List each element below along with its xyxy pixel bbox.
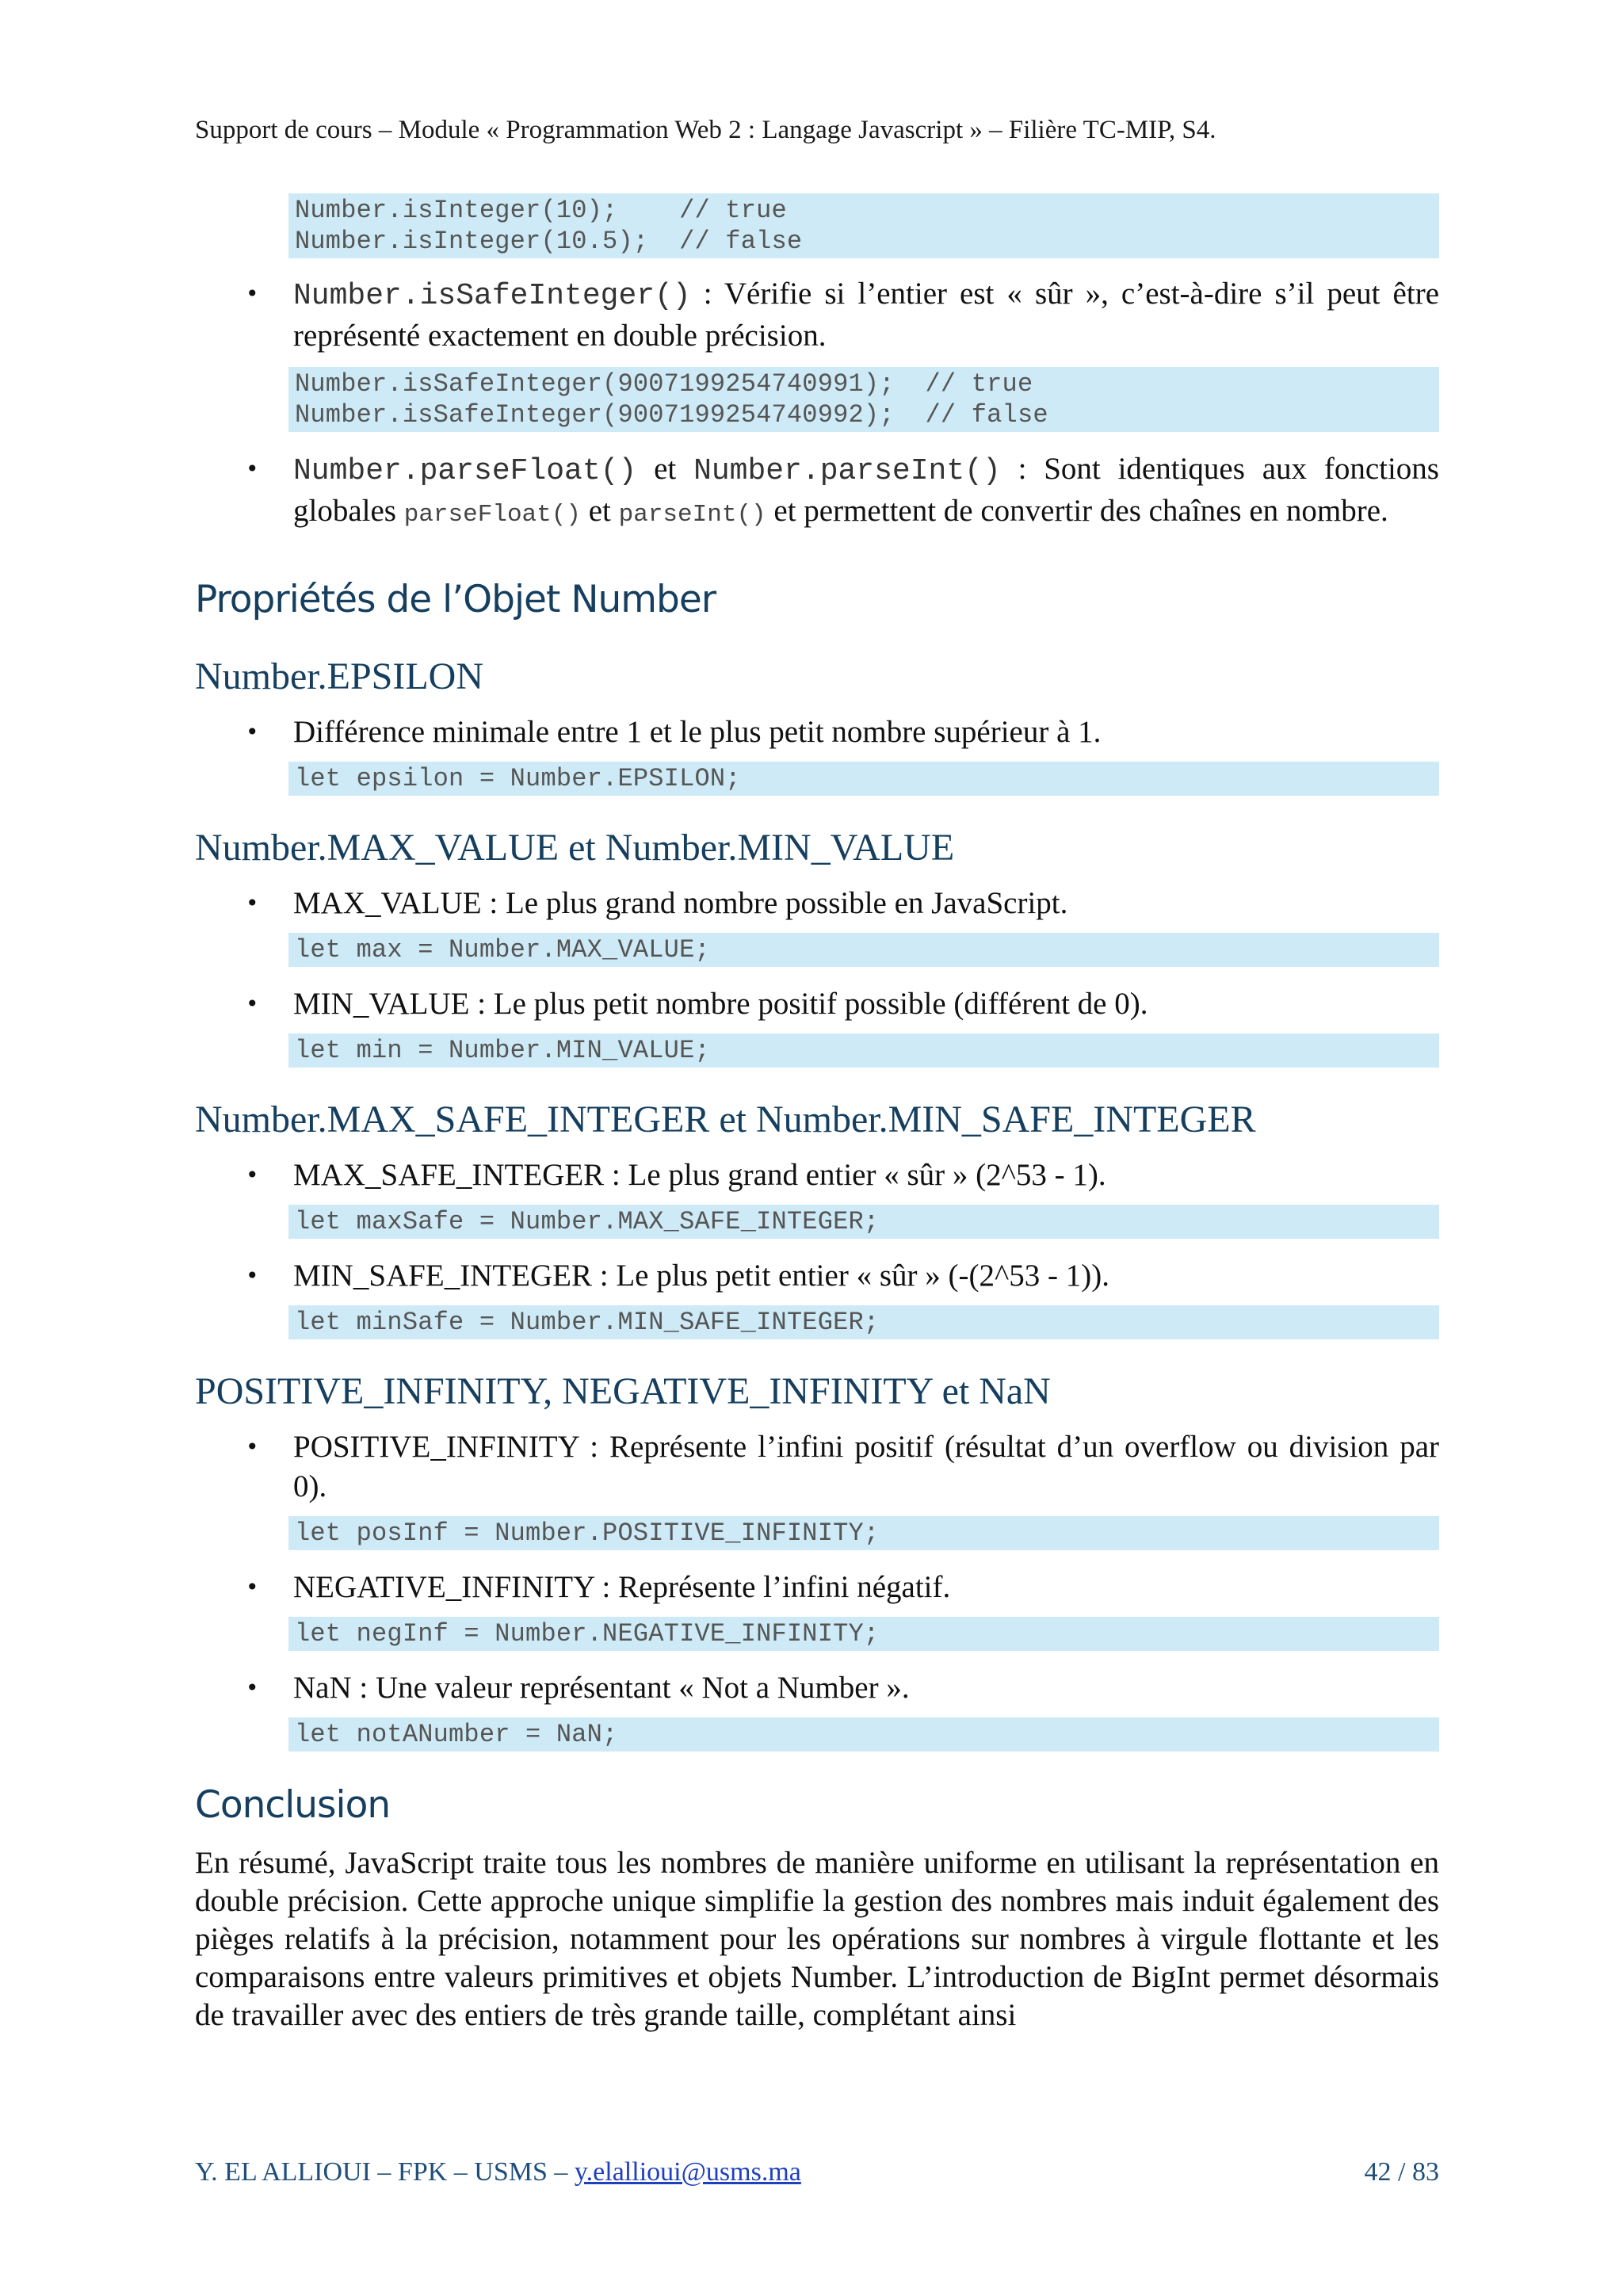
bullet-text: NEGATIVE_INFINITY : Représente l’infini négatif. (293, 1570, 951, 1604)
code-block-max-value (288, 933, 1439, 967)
bullet-nan (195, 1668, 1439, 1708)
bullet-text: MIN_VALUE : Le plus petit nombre positif possible (différent de 0). (293, 987, 1148, 1021)
bullet-min-safe (195, 1256, 1439, 1296)
code-line: Number.isSafeInteger(9007199254740991); // true (295, 369, 1033, 399)
inline-code: Number.isSafeInteger() (293, 279, 691, 313)
bullet-text: et (636, 452, 694, 486)
section-title: Conclusion (195, 1783, 391, 1827)
page-header: Support de cours – Module « Programmation Web 2 : Langage Javascript » – Filière TC-MIP, S4. (195, 116, 1216, 144)
subsection-title: Number.EPSILON (195, 655, 483, 697)
code-line: let maxSafe = Number.MAX_SAFE_INTEGER; (295, 1207, 880, 1236)
bullet-text: MIN_SAFE_INTEGER : Le plus petit entier « sûr » (-(2^53 - 1)). (293, 1259, 1109, 1293)
code-block-min-value (288, 1033, 1439, 1068)
conclusion-paragraph: En résumé, JavaScript traite tous les nombres de manière uniforme en utilisant la représentation en double précision. Cette approche unique simplifie la gestion des nombres mais induit également des pièges relatifs à la précision, notamment pour les opérations sur nombres à virgule flottante et les comparaisons entre valeurs primitives et objets Number. L’introduction de BigInt permet désormais de travailler avec des entiers de très grande taille, complétant ainsi (195, 1846, 1439, 2032)
inline-code: Number.parseInt() (693, 454, 1001, 488)
code-line: let notANumber = NaN; (295, 1720, 618, 1749)
inline-code: parseInt() (618, 501, 766, 529)
bullet-text: et (580, 494, 619, 528)
code-line: Number.isInteger(10); // true (295, 196, 787, 225)
subsection-title: POSITIVE_INFINITY, NEGATIVE_INFINITY et NaN (195, 1370, 1051, 1412)
bullet-negative-infinity (195, 1568, 1439, 1607)
code-line: let posInf = Number.POSITIVE_INFINITY; (295, 1519, 880, 1548)
code-block-nan (288, 1717, 1439, 1752)
code-block-isinteger (288, 193, 1439, 258)
bullet-text: NaN : Une valeur représentant « Not a Number ». (293, 1671, 910, 1705)
bullet-text: MAX_VALUE : Le plus grand nombre possible en JavaScript. (293, 886, 1068, 920)
inline-code: parseFloat() (403, 501, 581, 529)
bullet-text: MAX_SAFE_INTEGER : Le plus grand entier « sûr » (2^53 - 1). (293, 1158, 1106, 1192)
bullet-max-safe (195, 1156, 1439, 1195)
bullet-text: Différence minimale entre 1 et le plus petit nombre supérieur à 1. (293, 715, 1102, 749)
bullet-issafeinteger (195, 274, 1439, 356)
bullet-text: : Sont identiques aux fonctions globales (293, 452, 1439, 528)
code-block-max-safe (288, 1205, 1439, 1239)
code-block-min-safe (288, 1305, 1439, 1339)
footer-email-link[interactable]: y.elallioui@usms.ma (574, 2157, 801, 2187)
page-content (195, 190, 1439, 2034)
code-line: Number.isSafeInteger(9007199254740992); // false (295, 400, 1048, 430)
bullet-text: : Vérifie si l’entier est « sûr », c’est-à-dire s’il peut être représenté exactement en double précision. (293, 277, 1439, 353)
page-number: 42 / 83 (1364, 2157, 1439, 2187)
bullet-min-value (195, 984, 1439, 1024)
code-block-positive-infinity (288, 1516, 1439, 1550)
code-line: let minSafe = Number.MIN_SAFE_INTEGER; (295, 1308, 880, 1337)
bullet-epsilon (195, 712, 1439, 752)
bullet-parse (195, 449, 1439, 535)
bullet-text: et permettent de convertir des chaînes en nombre. (766, 494, 1388, 528)
section-title: Propriétés de l’Objet Number (195, 578, 716, 621)
code-block-issafeinteger (288, 367, 1439, 432)
code-line: let epsilon = Number.EPSILON; (295, 764, 741, 793)
page-footer (195, 2157, 1439, 2187)
inline-code: Number.parseFloat() (293, 454, 637, 488)
subsection-title: Number.MAX_VALUE et Number.MIN_VALUE (195, 827, 955, 869)
code-block-epsilon (288, 762, 1439, 796)
code-line: let negInf = Number.NEGATIVE_INFINITY; (295, 1619, 880, 1648)
footer-author: Y. EL ALLIOUI – FPK – USMS – (195, 2157, 575, 2187)
code-block-negative-infinity (288, 1617, 1439, 1651)
code-line: let min = Number.MIN_VALUE; (295, 1036, 710, 1065)
bullet-text: POSITIVE_INFINITY : Représente l’infini positif (résultat d’un overflow ou division par 0). (293, 1430, 1439, 1503)
subsection-title: Number.MAX_SAFE_INTEGER et Number.MIN_SAFE_INTEGER (195, 1098, 1256, 1140)
bullet-positive-infinity (195, 1427, 1439, 1507)
code-line: Number.isInteger(10.5); // false (295, 227, 803, 256)
code-line: let max = Number.MAX_VALUE; (295, 935, 710, 965)
bullet-max-value (195, 884, 1439, 923)
